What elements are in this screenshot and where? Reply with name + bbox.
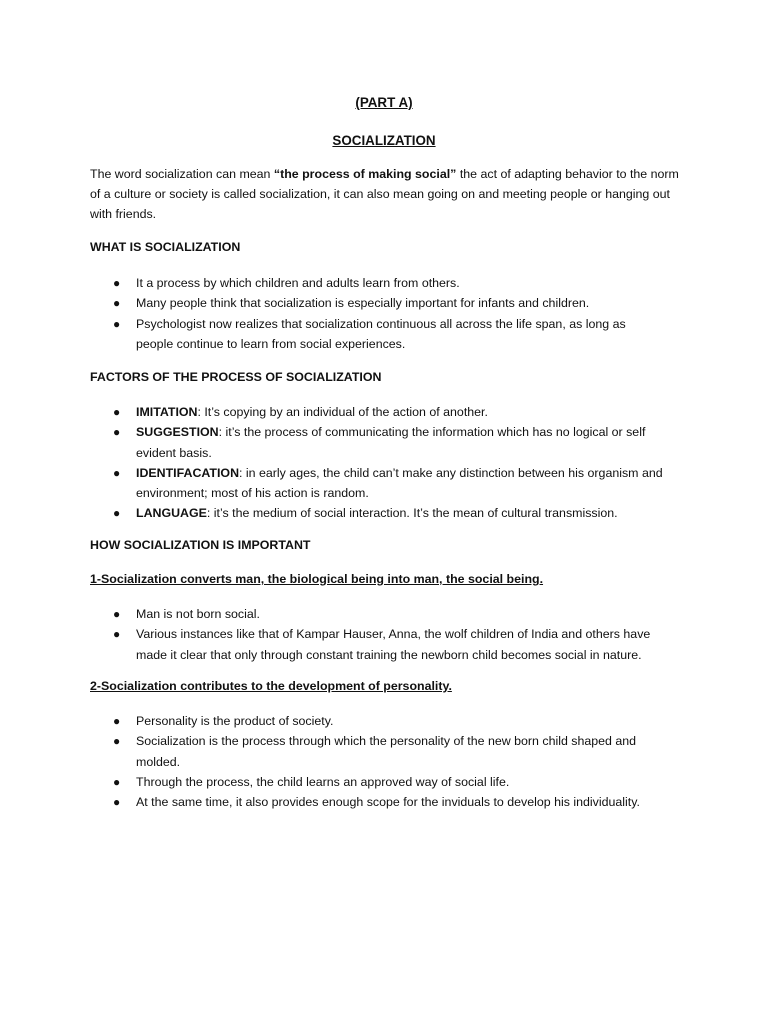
point-1-title: 1-Socialization converts man, the biological being into man, the social being. <box>90 572 544 586</box>
list-item: ● Socialization is the process through which the personality of the new born child shaped and molded. <box>0 731 666 772</box>
list-item: ● SUGGESTION: it’s the process of communicating the information which has no logical or self evident basis. <box>0 422 666 463</box>
factor-term: LANGUAGE <box>136 506 207 521</box>
point-2-title: 2-Socialization contributes to the development of personality. <box>90 679 452 693</box>
list-item: ● Various instances like that of Kampar Hauser, Anna, the wolf children of India and others have made it clear that only through constant training the newborn child becomes social in nature. <box>0 624 666 665</box>
bullet-icon: ● <box>113 276 121 290</box>
bullet-icon: ● <box>113 607 121 621</box>
list-item: ● LANGUAGE: it’s the medium of social interaction. It’s the mean of cultural transmission. <box>0 503 666 523</box>
part-title: (PART A) <box>355 95 413 110</box>
bullet-icon: ● <box>113 795 121 810</box>
intro-bold-definition: “the process of making social” <box>273 167 457 181</box>
list-item: ● Personality is the product of society. <box>0 711 666 731</box>
factor-term: IDENTIFACATION <box>136 465 240 480</box>
list-item: ● IMITATION: It’s copying by an individual of the action of another. <box>0 402 666 422</box>
main-title: SOCIALIZATION <box>332 133 436 148</box>
bullet-icon: ● <box>113 465 121 480</box>
bullet-icon: ● <box>113 714 121 728</box>
factors-heading: FACTORS OF THE PROCESS OF SOCIALIZATION <box>90 370 382 384</box>
list-item: ● It a process by which children and adults learn from others. <box>0 273 666 293</box>
intro-text-start: The word socialization can mean <box>90 167 274 181</box>
bullet-icon: ● <box>113 734 121 749</box>
list-item: ● IDENTIFACATION: in early ages, the child can’t make any distinction between his organism and environment; most of his action is random. <box>0 463 666 504</box>
factor-term: SUGGESTION <box>136 425 219 440</box>
bullet-icon: ● <box>113 774 121 789</box>
bullet-icon: ● <box>113 405 121 419</box>
bullet-icon: ● <box>113 316 121 331</box>
list-item: ● Man is not born social. <box>0 604 666 624</box>
bullet-icon: ● <box>113 296 121 311</box>
what-is-heading: WHAT IS SOCIALIZATION <box>90 240 241 254</box>
bullet-icon: ● <box>113 425 121 440</box>
factors-list <box>0 402 666 524</box>
list-item: ● Through the process, the child learns an approved way of social life. <box>0 772 666 792</box>
list-item: ● Psychologist now realizes that socialization continuous all across the life span, as long as people continue to learn from social experiences. <box>0 314 666 355</box>
bullet-icon: ● <box>113 627 121 642</box>
point-2-list <box>0 711 666 812</box>
intro-paragraph <box>90 164 680 224</box>
intro-text-end: the act of adapting behavior to the norm of a culture or society is called socialization, it can also mean going on and meeting people or hanging out with friends. <box>90 167 679 221</box>
factor-term: IMITATION <box>136 405 198 419</box>
point-1-list <box>0 604 666 665</box>
what-is-list <box>0 273 666 354</box>
importance-heading: HOW SOCIALIZATION IS IMPORTANT <box>90 538 311 552</box>
list-item: ● At the same time, it also provides enough scope for the inviduals to develop his individuality. <box>0 792 666 812</box>
bullet-icon: ● <box>113 506 121 521</box>
list-item: ● Many people think that socialization is especially important for infants and children. <box>0 293 666 313</box>
